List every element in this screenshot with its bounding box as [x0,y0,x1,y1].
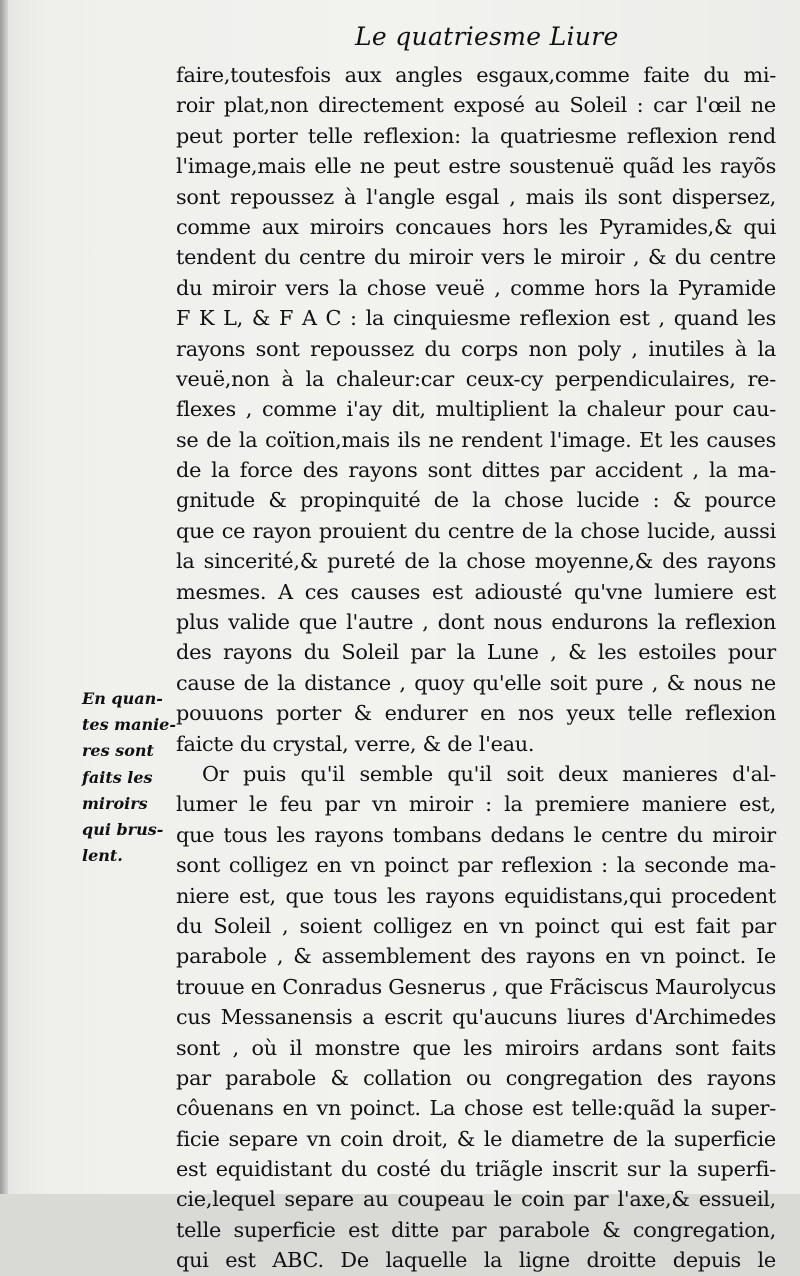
paragraph-start-line: Or puis qu'il semble qu'il soit deux manieres d'al- [202,761,776,786]
body-text [176,60,776,1276]
text-line: niere est, que tous les rayons equidistans,qui procedent [176,883,776,908]
text-line: l'image,mais elle ne peut estre soustenuë quãd les rayõs [176,154,776,179]
text-line: que tous les rayons tombans dedans le centre du miroir [176,822,776,847]
text-line: veuë,non à la chaleur:car ceux-cy perpendiculaires, re- [176,366,776,391]
text-line: flexes , comme i'ay dit, multiplient la chaleur pour cau- [176,397,776,422]
margin-note [82,686,178,869]
text-line: du Soleil , soient colligez en vn poinct qui est fait par [176,913,776,938]
text-line: est equidistant du costé du triãgle inscrit sur la superfi- [176,1157,776,1182]
text-line: roir plat,non directement exposé au Soleil : car l'œil ne [176,93,776,118]
text-line: des rayons du Soleil par la Lune , & les estoiles pour [176,640,776,665]
text-line: parabole , & assemblement des rayons en vn poinct. Ie [176,944,776,969]
text-line: qui est ABC. De laquelle la ligne droitte depuis le [176,1248,776,1273]
text-line: du miroir vers la chose veuë , comme hors la Pyramide [176,275,776,300]
text-line: se de la coïtion,mais ils ne rendent l'image. Et les causes [176,427,776,452]
text-line: faire,toutesfois aux angles esgaux,comme faite du mi- [176,63,776,87]
text-line: que ce rayon prouient du centre de la chose lucide, aussi [176,518,776,543]
text-line: par parabole & collation ou congregation des rayons [176,1065,776,1090]
text-line: lumer le feu par vn miroir : la premiere maniere est, [176,792,776,817]
text-line: mesmes. A ces causes est adiousté qu'vne lumiere est [176,579,776,604]
margin-note-line: miroirs [82,793,148,813]
text-line: sont repoussez à l'angle esgal , mais ils sont dispersez, [176,184,776,209]
text-line: gnitude & propinquité de la chose lucide : & pource [176,488,776,513]
text-line: tendent du centre du miroir vers le miroir , & du centre [176,245,776,270]
text-line: cause de la distance , quoy qu'elle soit pure , & nous ne [176,670,776,695]
text-line: de la force des rayons sont dittes par accident , la ma- [176,458,776,483]
margin-note-line: qui brus- [82,820,164,840]
text-line: la sincerité,& pureté de la chose moyenne,& des rayons [176,549,776,574]
text-line: cus Messanensis a escrit qu'aucuns liures d'Archimedes [176,1005,776,1030]
margin-note-line: faits les [82,767,153,787]
margin-note-line: res sont [82,741,154,761]
text-line: ficie separe vn coin droit, & le diametre de la superficie [176,1126,776,1151]
text-line: trouue en Conradus Gesnerus , que Frãciscus Maurolycus [176,974,776,999]
text-line: peut porter telle reflexion: la quatriesme reflexion rend [176,123,776,148]
text-line: côuenans en vn poinct. La chose est telle:quãd la super- [176,1096,776,1121]
text-line: sont colligez en vn poinct par reflexion : la seconde ma- [176,853,776,878]
paragraph-end-line: faicte du crystal, verre, & de l'eau. [176,731,535,756]
text-line: rayons sont repoussez du corps non poly , inutiles à la [176,336,776,361]
text-line: pouuons porter & endurer en nos yeux telle reflexion [176,701,776,726]
text-line: telle superficie est ditte par parabole & congregation, [176,1217,776,1242]
text-line: F K L, & F A C : la cinquiesme reflexion est , quand les [176,306,776,331]
page-gutter [0,0,8,1194]
text-line: cie,lequel separe au coupeau le coin par l'axe,& essueil, [176,1187,776,1212]
text-line: comme aux miroirs concaues hors les Pyramides,& qui [176,214,776,239]
margin-note-line: lent. [82,846,123,866]
margin-note-line: tes manie- [82,715,176,735]
running-title: Le quatriesme Liure [355,22,619,51]
text-line: sont , où il monstre que les miroirs ardans sont faits [176,1035,776,1060]
text-line: plus valide que l'autre , dont nous endurons la reflexion [176,610,776,635]
margin-note-line: En quan- [82,689,163,708]
